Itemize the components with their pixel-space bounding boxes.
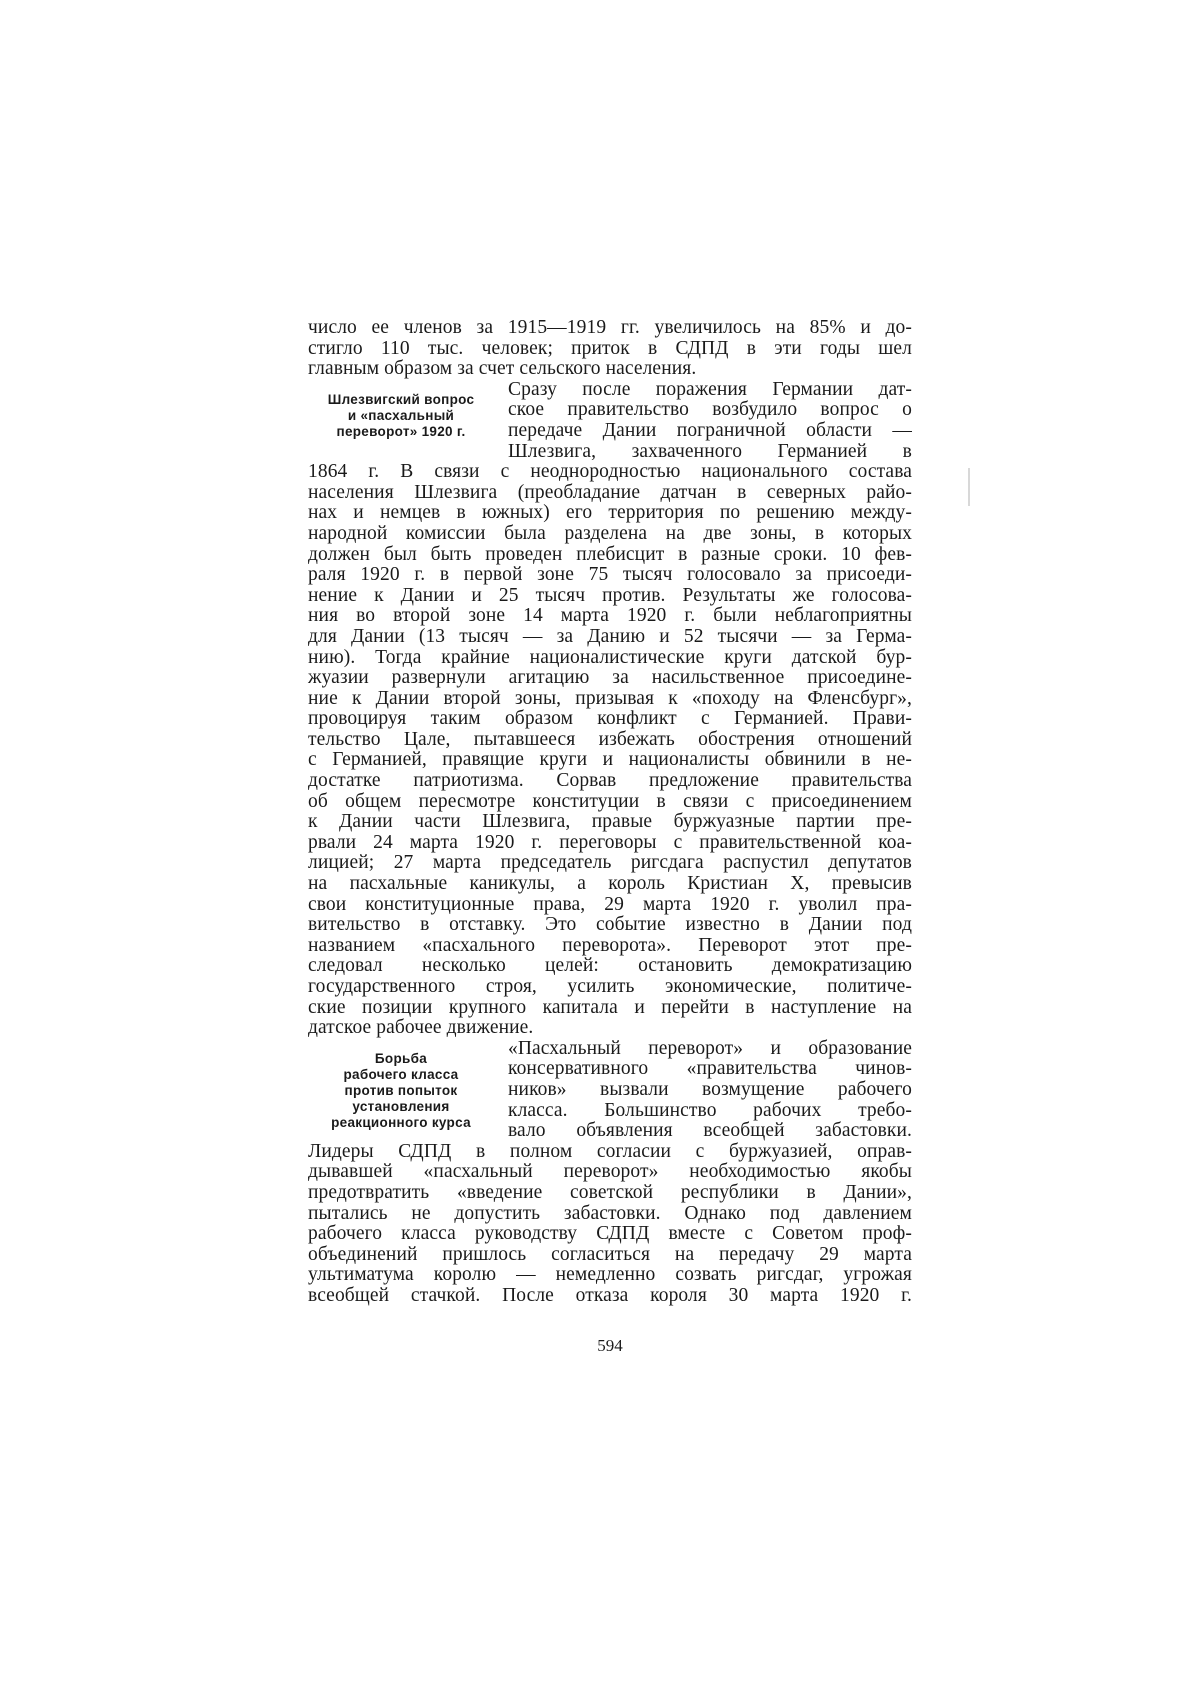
text-line: названием «пасхального переворота». Переворот этот пре- <box>308 934 912 956</box>
text-line: вало объявления всеобщей забастовки. <box>508 1120 912 1142</box>
text-line: Лидеры СДПД в полном согласии с буржуазией, оправ- <box>308 1140 912 1162</box>
text-line: ние к Дании второй зоны, призывая к «походу на Фленсбург», <box>308 687 912 709</box>
text-line: на пасхальные каникулы, а король Кристиан X, превысив <box>308 873 912 895</box>
scan-artifact <box>968 468 970 506</box>
text-line: нение к Дании и 25 тысяч против. Результаты же голосова- <box>308 584 912 606</box>
text-line: государственного строя, усилить экономические, политиче- <box>308 976 912 997</box>
text-line: главным образом за счет сельского населения. <box>308 358 697 380</box>
text-line: раля 1920 г. в первой зоне 75 тысяч голосовало за присоеди- <box>308 564 912 586</box>
text-line: всеобщей стачкой. После отказа короля 30 марта 1920 г. <box>308 1284 912 1306</box>
heading-line: установления <box>352 1098 450 1114</box>
book-page <box>308 317 912 1355</box>
text-line: ские позиции крупного капитала и перейти в наступление на <box>308 996 912 1018</box>
text-line: ское правительство возбудило вопрос о <box>508 399 912 421</box>
text-line: ультиматума королю — немедленно созвать ригсдаг, угрожая <box>308 1264 912 1286</box>
text-line: класса. Большинство рабочих требо- <box>508 1099 912 1121</box>
text-line: рабочего класса руководству СДПД вместе с Советом проф- <box>308 1223 912 1245</box>
text-line: пытались не допустить забастовки. Однако под давлением <box>308 1202 912 1224</box>
text-line: Шлезвига, захваченного Германией в <box>508 440 912 462</box>
margin-heading-workers <box>308 1051 494 1131</box>
section-workers-struggle <box>308 1039 912 1307</box>
text-line: с Германией, правящие круги и националисты обвинили в не- <box>308 749 912 771</box>
text-line: ников» вызвали возмущение рабочего <box>508 1078 912 1100</box>
text-line: Сразу после поражения Германии дат- <box>508 378 912 400</box>
text-line: рвали 24 марта 1920 г. переговоры с правительственной коа- <box>308 831 912 853</box>
text-line: провоцируя таким образом конфликт с Германией. Прави- <box>308 708 912 730</box>
text-line: число ее членов за 1915—1919 гг. увеличилось на 85% и до- <box>308 317 912 338</box>
heading-line: реакционного курса <box>331 1114 471 1130</box>
text-line: народной комиссии была разделена на две зоны, в которых <box>308 522 912 544</box>
text-line: для Дании (13 тысяч — за Данию и 52 тысячи — за Герма- <box>308 625 912 647</box>
text-line: жуазии развернули агитацию за насильственное присоедине- <box>308 667 912 689</box>
text-line: нию). Тогда крайние националистические круги датской бур- <box>308 646 912 668</box>
text-line: населения Шлезвига (преобладание датчан в северных райо- <box>308 481 912 503</box>
intro-paragraph <box>308 318 912 380</box>
text-line: передаче Дании пограничной области — <box>508 419 912 441</box>
text-line: дывавшей «пасхальный переворот» необходимостью якобы <box>308 1161 912 1183</box>
text-line: объединений пришлось согласиться на передачу 29 марта <box>308 1243 912 1265</box>
text-line: об общем пересмотре конституции в связи с присоединением <box>308 790 912 812</box>
text-line: следовал несколько целей: остановить демократизацию <box>308 955 912 977</box>
heading-line: переворот» 1920 г. <box>336 423 466 439</box>
heading-line: против попыток <box>344 1082 458 1098</box>
text-line: «Пасхальный переворот» и образование <box>508 1037 912 1059</box>
text-line: датское рабочее движение. <box>308 1017 534 1039</box>
text-line: консервативного «правительства чинов- <box>508 1058 912 1080</box>
text-line: вительство в отставку. Это событие известно в Дании под <box>308 914 912 936</box>
heading-line: Шлезвигский вопрос <box>327 391 475 407</box>
text-line: тельство Цале, пытавшееся избежать обострения отношений <box>308 728 912 750</box>
page-number: 594 <box>597 1336 623 1355</box>
margin-heading-schleswig <box>308 392 494 440</box>
text-line: лицией; 27 марта председатель ригсдага распустил депутатов <box>308 852 912 874</box>
text-line: свои конституционные права, 29 марта 1920 г. уволил пра- <box>308 893 912 915</box>
text-line: должен был быть проведен плебисцит в разные сроки. 10 фев- <box>308 543 912 565</box>
heading-line: Борьба <box>374 1050 428 1066</box>
text-line: достатке патриотизма. Сорвав предложение правительства <box>308 770 912 792</box>
text-line: 1864 г. В связи с неоднородностью национального состава <box>308 461 912 483</box>
text-line: к Дании части Шлезвига, правые буржуазные партии пре- <box>308 811 912 833</box>
text-line: нах и немцев в южных) его территория по решению между- <box>308 502 912 524</box>
text-line: ния во второй зоне 14 марта 1920 г. были неблагоприятны <box>308 605 912 627</box>
text-line: стигло 110 тыс. человек; приток в СДПД в эти годы шел <box>308 337 912 359</box>
text-line: предотвратить «введение советской республики в Дании», <box>308 1181 912 1203</box>
heading-line: и «пасхальный <box>347 407 455 423</box>
section-schleswig <box>308 380 912 1039</box>
heading-line: рабочего класса <box>343 1066 459 1082</box>
